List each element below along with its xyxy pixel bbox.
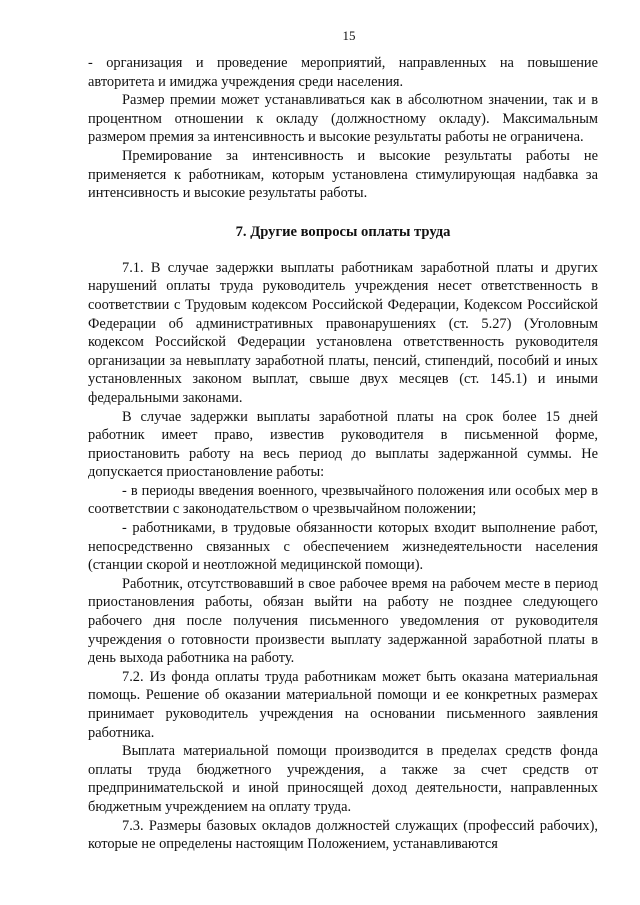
document-page (88, 28, 598, 854)
paragraph-intro-1: - организация и проведение мероприятий, направленных на повышение авторитета и имиджа учреждения среди населения. (88, 55, 598, 90)
paragraph-absent-worker: Работник, отсутствовавший в свое рабочее время на рабочем месте в период приостановления работы, обязан выйти на работу не позднее следующего рабочего дня после получения письменного уведомления от руководителя учреждения о готовности произвести выплату задержанной заработной платы в день выхода работника на работу. (88, 575, 598, 667)
paragraph-delay: В случае задержки выплаты заработной платы на срок более 15 дней работник имеет право, известив руководителя в письменной форме, приостановить работу на весь период до выплаты задержанной суммы. Не допускается приостановление работы: (88, 408, 598, 481)
paragraph-intro-3: Премирование за интенсивность и высокие результаты работы не применяется к работникам, которым установлена стимулирующая надбавка за интенсивность и высокие результаты работы. (88, 147, 598, 202)
paragraph-material-aid: Выплата материальной помощи производится в пределах средств фонда оплаты труда бюджетного учреждения, а также за счет средств от предпринимательской и иной приносящей доход деятельности, направленных бюджетным учреждением на оплату труда. (88, 743, 598, 815)
paragraph-7-3: 7.3. Размеры базовых окладов должностей служащих (профессий рабочих), которые не определены настоящим Положением, устанавливаются (88, 817, 598, 853)
paragraph-7-2: 7.2. Из фонда оплаты труда работникам может быть оказана материальная помощь. Решение об оказании материальной помощи и ее конкретных размерах принимает руководитель учреждения на основании письменного заявления работника. (88, 668, 598, 741)
paragraph-7-1: 7.1. В случае задержки выплаты работникам заработной платы и других нарушений оплаты труда руководитель учреждения несет ответственность в соответствии с Трудовым кодексом Российской Федерации, Кодексом Российской Федерации об административных правонарушениях (ст. 5.27) (Уголовным кодексом Российской Федерации установлена ответственность руководителя организации за невыплату заработной платы, пенсий, стипендий, пособий и иных установленных законом выплат, свыше двух месяцев (ст. 145.1) и иными федеральными законами. (88, 259, 598, 406)
paragraph-exception-2: - работниками, в трудовые обязанности которых входит выполнение работ, непосредственно связанных с обеспечением жизнедеятельности населения (станции скорой и неотложной медицинской помощи). (88, 520, 598, 574)
paragraph-intro-2: Размер премии может устанавливаться как в абсолютном значении, так и в процентном отношении к окладу (должностному окладу). Максимальным размером премия за интенсивность и высокие результаты работы не ограничена. (88, 92, 598, 146)
section-heading: 7. Другие вопросы оплаты труда (235, 223, 451, 240)
paragraph-exception-1: - в периоды введения военного, чрезвычайного положения или особых мер в соответствии с законодательством о чрезвычайном положении; (88, 482, 598, 518)
page-number: 15 (342, 28, 356, 43)
